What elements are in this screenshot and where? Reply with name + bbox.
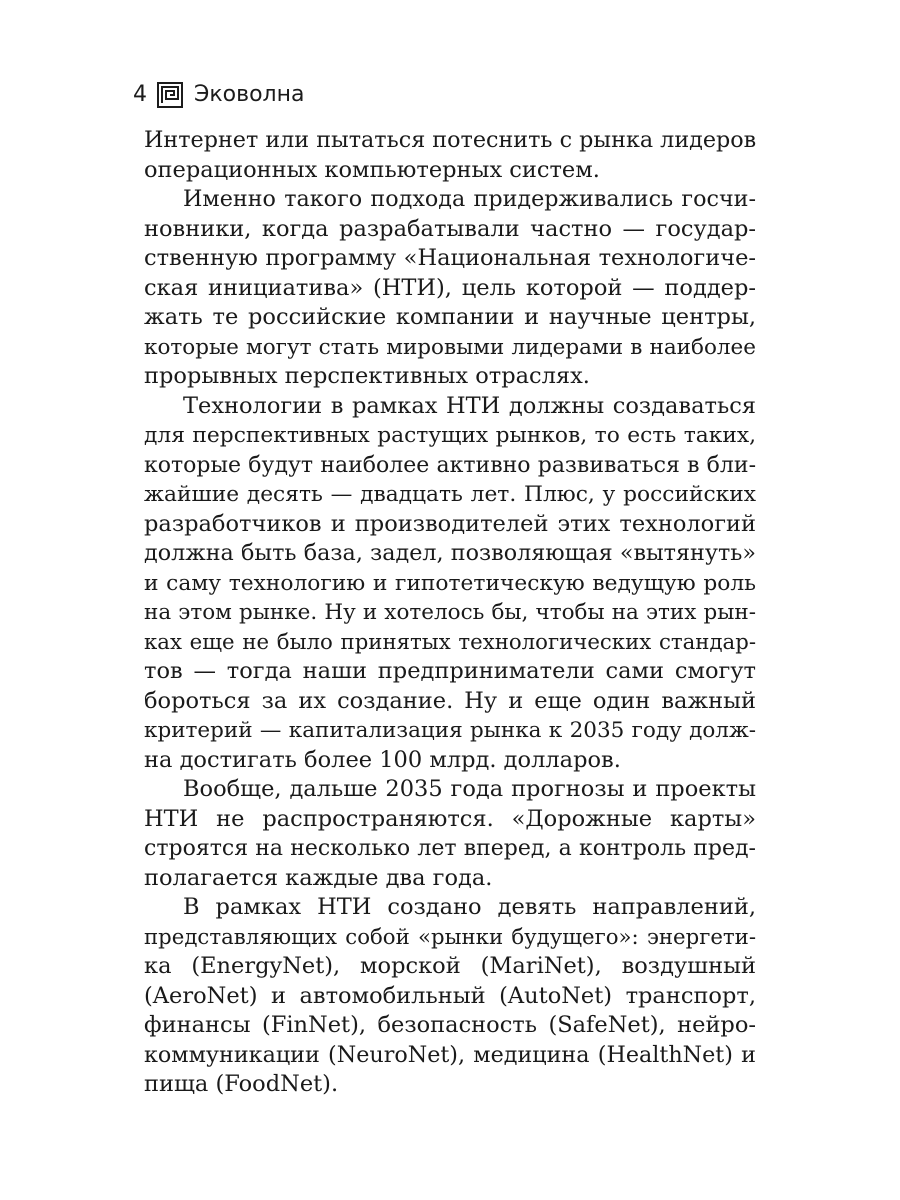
text-line: на этом рынке. Ну и хотелось бы, чтобы на этих рын-	[144, 600, 756, 625]
text-line: НТИ не распространяются. «Дорожные карты»	[144, 805, 756, 832]
text-line: на достигать более 100 млрд. долларов.	[144, 746, 621, 773]
text-line: (AeroNet) и автомобильный (AutoNet) транспорт,	[144, 982, 756, 1009]
text-line: строятся на несколько лет вперед, а контроль пред-	[144, 836, 756, 861]
text-line: жать те российские компании и научные центры,	[144, 304, 756, 330]
text-line: ка (EnergyNet), морской (MariNet), воздушный	[144, 953, 756, 979]
text-line: пища (FoodNet).	[144, 1071, 339, 1097]
text-line: полагается каждые два года.	[144, 864, 493, 891]
text-line: ственную программу «Национальная технологиче-	[144, 245, 756, 271]
paragraph	[144, 185, 756, 392]
running-title: Эковолна	[194, 82, 305, 107]
text-line: представляющих собой «рынки будущего»: энергети-	[144, 924, 756, 950]
text-line: Именно такого подхода придерживались госчи-	[183, 186, 756, 212]
paragraph	[144, 126, 756, 185]
paragraph	[144, 893, 756, 1100]
text-line: ках еще не было принятых технологических стандар-	[144, 629, 756, 655]
text-line: разработчиков и производителей этих технологий	[144, 510, 756, 537]
text-line: которые будут наиболее активно развиваться в бли-	[144, 452, 756, 478]
text-line: прорывных перспективных отраслях.	[144, 363, 590, 389]
text-line: которые могут стать мировыми лидерами в наиболее	[144, 334, 756, 360]
text-line: В рамках НТИ создано девять направлений,	[183, 894, 756, 920]
text-line: Технологии в рамках НТИ должны создаваться	[183, 392, 756, 419]
text-line: должна быть база, задел, позволяющая «вытянуть»	[144, 540, 756, 566]
text-line: новники, когда разрабатывали частно — государ-	[144, 215, 756, 242]
running-head	[133, 78, 304, 112]
text-line: для перспективных растущих рынков, то есть таких,	[144, 423, 756, 448]
text-line: и саму технологию и гипотетическую ведущую роль	[144, 570, 756, 596]
page-number: 4	[133, 82, 147, 107]
meander-square-icon	[157, 82, 183, 108]
text-line: финансы (FinNet), безопасность (SafeNet), нейро-	[144, 1012, 756, 1038]
text-line: Вообще, дальше 2035 года прогнозы и проекты	[183, 776, 756, 802]
text-line: коммуникации (NeuroNet), медицина (HealthNet) и	[144, 1041, 756, 1068]
text-line: ская инициатива» (НТИ), цель которой — поддер-	[144, 274, 756, 301]
text-line: критерий — капитализация рынка к 2035 году долж-	[144, 718, 756, 743]
text-line: жайшие десять — двадцать лет. Плюс, у российских	[144, 482, 756, 507]
text-line: Интернет или пытаться потеснить с рынка лидеров	[144, 127, 757, 153]
text-line: тов — тогда наши предприниматели сами смогут	[144, 658, 756, 684]
body-text	[144, 126, 756, 1100]
text-line: бороться за их создание. Ну и еще один важный	[144, 687, 756, 714]
paragraph	[144, 392, 756, 776]
text-line: операционных компьютерных систем.	[144, 156, 600, 183]
paragraph	[144, 775, 756, 893]
